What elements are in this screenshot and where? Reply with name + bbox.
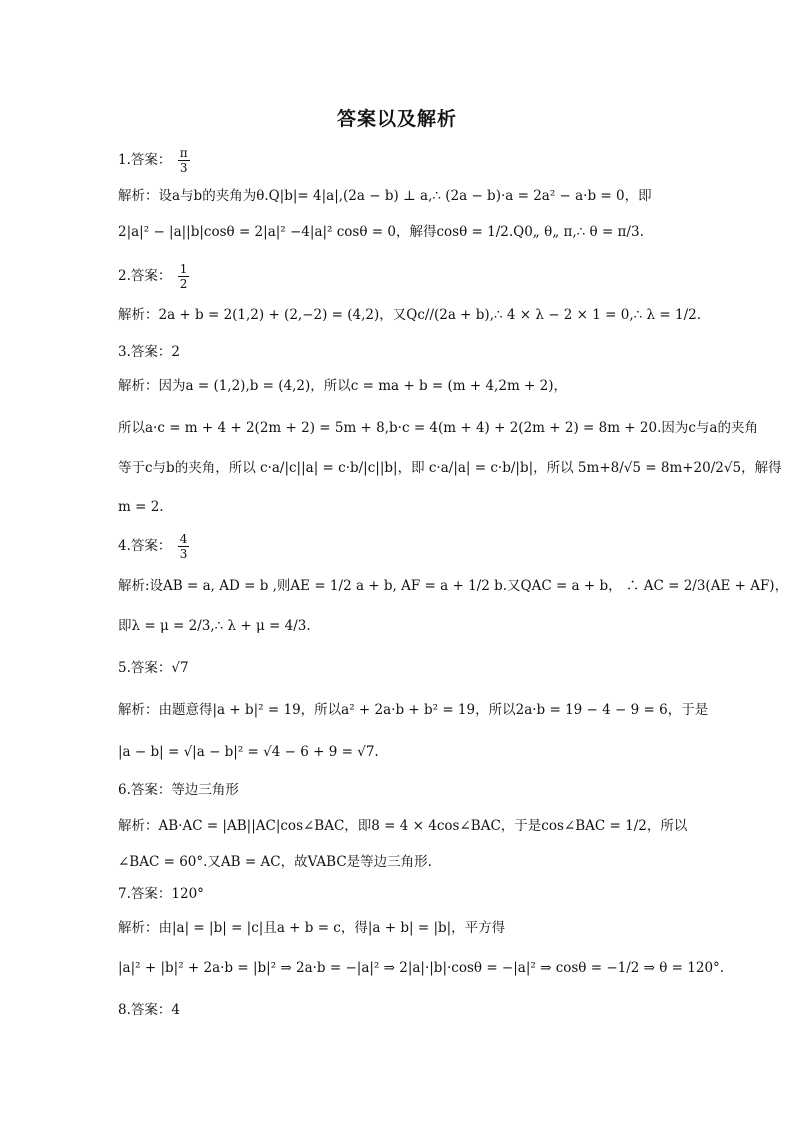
analysis-3-line-2: 所以a·c = m + 4 + 2(2m + 2) = 5m + 8,b·c = 4(m + 4) + 2(2m + 2) = 8m + 20.因为c与a的夹角	[118, 420, 758, 436]
answer-7-value: 120°	[171, 886, 204, 902]
page-title: 答案以及解析	[336, 108, 457, 130]
answer-8-value: 4	[171, 1002, 180, 1018]
answer-6: 6.答案：等边三角形	[118, 782, 239, 798]
answer-1: 1.答案： $\frac{\pi}{3}$	[118, 146, 188, 175]
analysis-1-line-2: 2|a|² − |a||b|cosθ = 2|a|² −4|a|² cosθ = 0，解得cosθ = 1/2.Q0„ θ„ π,∴ θ = π/3.	[118, 224, 644, 240]
answer-5-value: √7	[171, 660, 189, 676]
answer-1-value: $\frac{\pi}{3}$	[179, 146, 188, 175]
analysis-4-line-1: 解析:设AB = a, AD = b ,则AE = 1/2 a + b, AF = a + 1/2 b.又QAC = a + b， ∴ AC = 2/3(AE + AF)，	[118, 578, 789, 594]
analysis-6-line-2: ∠BAC = 60°.又AB = AC，故VABC是等边三角形.	[118, 854, 432, 870]
answer-3-value: 2	[171, 344, 180, 360]
analysis-1-line-1: 解析：设a与b的夹角为θ.Q|b|= 4|a|,(2a − b) ⊥ a,∴ (2a − b)·a = 2a² − a·b = 0，即	[118, 188, 652, 204]
answer-7: 7.答案：120°	[118, 886, 204, 902]
answer-2-value: $\frac{1}{2}$	[179, 262, 188, 291]
analysis-7-line-2: |a|² + |b|² + 2a·b = |b|² ⇒ 2a·b = −|a|² ⇒ 2|a|·|b|·cosθ = −|a|² ⇒ cosθ = −1/2 ⇒ θ = 120°.	[118, 960, 725, 976]
analysis-3-line-1: 解析：因为a = (1,2),b = (4,2)，所以c = ma + b = (m + 4,2m + 2)，	[118, 378, 567, 394]
analysis-2-line-1: 解析：2a + b = 2(1,2) + (2,−2) = (4,2)，又Qc//(2a + b),∴ 4 × λ − 2 × 1 = 0,∴ λ = 1/2.	[118, 307, 701, 323]
answer-4: 4.答案： $\frac{4}{3}$	[118, 532, 188, 561]
analysis-7-line-1: 解析：由|a| = |b| = |c|且a + b = c，得|a + b| = |b|，平方得	[118, 920, 506, 936]
analysis-5-line-2: |a − b| = √|a − b|² = √4 − 6 + 9 = √7.	[118, 744, 379, 760]
answer-8: 8.答案：4	[118, 1002, 180, 1018]
answer-6-value: 等边三角形	[171, 782, 239, 798]
analysis-3-line-4: m = 2.	[118, 499, 164, 515]
analysis-3-line-3: 等于c与b的夹角，所以 c·a/|c||a| = c·b/|c||b|，即 c·a/|a| = c·b/|b|，所以 5m+8/√5 = 8m+20/2√5，解得	[118, 460, 782, 476]
answer-2: 2.答案： $\frac{1}{2}$	[118, 262, 188, 291]
answer-3: 3.答案：2	[118, 344, 180, 360]
analysis-5-line-1: 解析：由题意得|a + b|² = 19，所以a² + 2a·b + b² = 19，所以2a·b = 19 − 4 − 9 = 6，于是	[118, 702, 709, 718]
answer-5: 5.答案：√7	[118, 660, 189, 676]
answer-4-value: $\frac{4}{3}$	[179, 532, 188, 561]
analysis-4-line-2: 即λ = μ = 2/3,∴ λ + μ = 4/3.	[118, 618, 311, 634]
analysis-6-line-1: 解析：AB·AC = |AB||AC|cos∠BAC，即8 = 4 × 4cos∠BAC，于是cos∠BAC = 1/2，所以	[118, 818, 688, 834]
